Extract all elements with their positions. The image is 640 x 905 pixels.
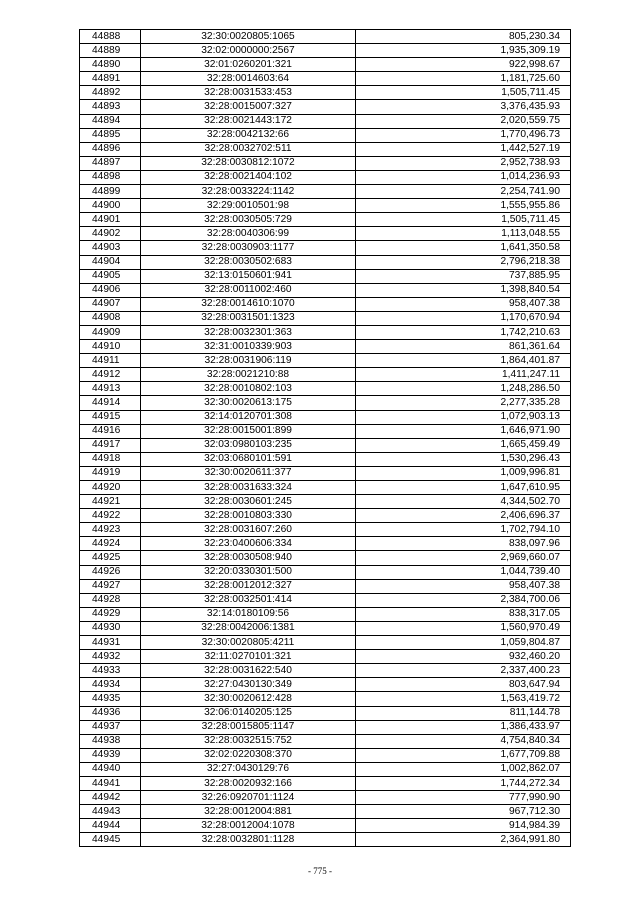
row-number-cell: 44910 [80, 340, 141, 354]
row-number-cell: 44940 [80, 762, 141, 776]
row-number-cell: 44935 [80, 692, 141, 706]
amount-cell: 1,770,496.73 [356, 128, 571, 142]
cadastral-number-cell: 32:28:0015805:1147 [141, 720, 356, 734]
row-number-cell: 44919 [80, 466, 141, 480]
amount-cell: 861,361.64 [356, 340, 571, 354]
table-row [80, 452, 571, 466]
cadastral-number-cell: 32:30:0020612:428 [141, 692, 356, 706]
cadastral-number-cell: 32:01:0260201:321 [141, 58, 356, 72]
table-row [80, 495, 571, 509]
amount-cell: 1,744,272.34 [356, 776, 571, 790]
row-number-cell: 44927 [80, 579, 141, 593]
table-row [80, 199, 571, 213]
table-row [80, 593, 571, 607]
amount-cell: 1,398,840.54 [356, 283, 571, 297]
table-row [80, 791, 571, 805]
table-row [80, 269, 571, 283]
row-number-cell: 44900 [80, 199, 141, 213]
cadastral-number-cell: 32:28:0030505:729 [141, 213, 356, 227]
cadastral-number-cell: 32:27:0430130:349 [141, 678, 356, 692]
table-row [80, 481, 571, 495]
amount-cell: 803,647.94 [356, 678, 571, 692]
row-number-cell: 44944 [80, 819, 141, 833]
cadastral-number-cell: 32:28:0042006:1381 [141, 621, 356, 635]
cadastral-number-cell: 32:14:0180109:56 [141, 607, 356, 621]
cadastral-number-cell: 32:28:0020932:166 [141, 776, 356, 790]
cadastral-number-cell: 32:28:0030502:683 [141, 255, 356, 269]
amount-cell: 1,742,210.63 [356, 325, 571, 339]
table-row [80, 819, 571, 833]
cadastral-number-cell: 32:28:0042132:66 [141, 128, 356, 142]
table-row [80, 565, 571, 579]
amount-cell: 1,560,970.49 [356, 621, 571, 635]
table-row [80, 537, 571, 551]
amount-cell: 1,935,309.19 [356, 44, 571, 58]
amount-cell: 2,406,696.37 [356, 509, 571, 523]
row-number-cell: 44939 [80, 748, 141, 762]
amount-cell: 1,646,971.90 [356, 424, 571, 438]
table-row [80, 396, 571, 410]
table-row [80, 325, 571, 339]
amount-cell: 1,386,433.97 [356, 720, 571, 734]
amount-cell: 914,984.39 [356, 819, 571, 833]
row-number-cell: 44925 [80, 551, 141, 565]
table-row [80, 720, 571, 734]
row-number-cell: 44922 [80, 509, 141, 523]
table-row [80, 354, 571, 368]
cadastral-number-cell: 32:28:0040306:99 [141, 227, 356, 241]
row-number-cell: 44943 [80, 805, 141, 819]
cadastral-number-cell: 32:28:0031533:453 [141, 86, 356, 100]
cadastral-number-cell: 32:28:0030508:940 [141, 551, 356, 565]
amount-cell: 838,097.96 [356, 537, 571, 551]
cadastral-number-cell: 32:28:0012012:327 [141, 579, 356, 593]
cadastral-number-cell: 32:28:0033224:1142 [141, 185, 356, 199]
table-row [80, 128, 571, 142]
amount-cell: 1,563,419.72 [356, 692, 571, 706]
amount-cell: 1,170,670.94 [356, 311, 571, 325]
table-row [80, 283, 571, 297]
table-row [80, 340, 571, 354]
row-number-cell: 44909 [80, 325, 141, 339]
table-row [80, 551, 571, 565]
table-row [80, 156, 571, 170]
row-number-cell: 44907 [80, 297, 141, 311]
amount-cell: 1,665,459.49 [356, 438, 571, 452]
row-number-cell: 44916 [80, 424, 141, 438]
table-row [80, 410, 571, 424]
table-row [80, 607, 571, 621]
row-number-cell: 44895 [80, 128, 141, 142]
row-number-cell: 44929 [80, 607, 141, 621]
amount-cell: 2,384,700.06 [356, 593, 571, 607]
table-row [80, 142, 571, 156]
amount-cell: 1,530,296.43 [356, 452, 571, 466]
row-number-cell: 44904 [80, 255, 141, 269]
cadastral-number-cell: 32:28:0031633:324 [141, 481, 356, 495]
row-number-cell: 44890 [80, 58, 141, 72]
amount-cell: 2,969,660.07 [356, 551, 571, 565]
table-row [80, 509, 571, 523]
row-number-cell: 44936 [80, 706, 141, 720]
table-row [80, 170, 571, 184]
row-number-cell: 44897 [80, 156, 141, 170]
cadastral-number-cell: 32:02:0000000:2567 [141, 44, 356, 58]
table-row [80, 734, 571, 748]
cadastral-number-cell: 32:28:0021404:102 [141, 170, 356, 184]
cadastral-number-cell: 32:23:0400606:334 [141, 537, 356, 551]
table-row [80, 650, 571, 664]
row-number-cell: 44903 [80, 241, 141, 255]
table-row [80, 706, 571, 720]
cadastral-number-cell: 32:28:0015007:327 [141, 100, 356, 114]
cadastral-number-cell: 32:28:0030812:1072 [141, 156, 356, 170]
table-row [80, 776, 571, 790]
amount-cell: 1,072,903.13 [356, 410, 571, 424]
row-number-cell: 44913 [80, 382, 141, 396]
row-number-cell: 44942 [80, 791, 141, 805]
cadastral-number-cell: 32:28:0014603:64 [141, 72, 356, 86]
amount-cell: 1,702,794.10 [356, 523, 571, 537]
amount-cell: 1,044,739.40 [356, 565, 571, 579]
amount-cell: 2,277,335.28 [356, 396, 571, 410]
table-row [80, 297, 571, 311]
records-table [79, 29, 571, 847]
cadastral-number-cell: 32:02:0220308:370 [141, 748, 356, 762]
amount-cell: 1,555,955.86 [356, 199, 571, 213]
row-number-cell: 44917 [80, 438, 141, 452]
cadastral-number-cell: 32:13:0150601:941 [141, 269, 356, 283]
row-number-cell: 44931 [80, 636, 141, 650]
row-number-cell: 44914 [80, 396, 141, 410]
cadastral-number-cell: 32:27:0430129:76 [141, 762, 356, 776]
amount-cell: 932,460.20 [356, 650, 571, 664]
row-number-cell: 44912 [80, 368, 141, 382]
cadastral-number-cell: 32:28:0014610:1070 [141, 297, 356, 311]
row-number-cell: 44941 [80, 776, 141, 790]
cadastral-number-cell: 32:28:0021210:88 [141, 368, 356, 382]
amount-cell: 2,020,559.75 [356, 114, 571, 128]
amount-cell: 922,998.67 [356, 58, 571, 72]
row-number-cell: 44924 [80, 537, 141, 551]
cadastral-number-cell: 32:28:0021443:172 [141, 114, 356, 128]
table-row [80, 523, 571, 537]
table-row [80, 833, 571, 847]
row-number-cell: 44896 [80, 142, 141, 156]
cadastral-number-cell: 32:28:0031607:260 [141, 523, 356, 537]
cadastral-number-cell: 32:28:0015001:899 [141, 424, 356, 438]
row-number-cell: 44938 [80, 734, 141, 748]
table-row [80, 621, 571, 635]
amount-cell: 805,230.34 [356, 30, 571, 44]
row-number-cell: 44893 [80, 100, 141, 114]
amount-cell: 777,990.90 [356, 791, 571, 805]
cadastral-number-cell: 32:28:0032801:1128 [141, 833, 356, 847]
amount-cell: 1,647,610.95 [356, 481, 571, 495]
row-number-cell: 44915 [80, 410, 141, 424]
amount-cell: 1,181,725.60 [356, 72, 571, 86]
amount-cell: 967,712.30 [356, 805, 571, 819]
cadastral-number-cell: 32:28:0011002:460 [141, 283, 356, 297]
row-number-cell: 44930 [80, 621, 141, 635]
amount-cell: 958,407.38 [356, 579, 571, 593]
table-row [80, 241, 571, 255]
row-number-cell: 44923 [80, 523, 141, 537]
amount-cell: 3,376,435.93 [356, 100, 571, 114]
table-row [80, 748, 571, 762]
row-number-cell: 44921 [80, 495, 141, 509]
row-number-cell: 44905 [80, 269, 141, 283]
row-number-cell: 44937 [80, 720, 141, 734]
document-sheet [79, 29, 570, 847]
table-row [80, 72, 571, 86]
cadastral-number-cell: 32:30:0020611:377 [141, 466, 356, 480]
cadastral-number-cell: 32:28:0032301:363 [141, 325, 356, 339]
cadastral-number-cell: 32:03:0980103:235 [141, 438, 356, 452]
amount-cell: 1,864,401.87 [356, 354, 571, 368]
row-number-cell: 44945 [80, 833, 141, 847]
cadastral-number-cell: 32:28:0012004:881 [141, 805, 356, 819]
row-number-cell: 44920 [80, 481, 141, 495]
row-number-cell: 44894 [80, 114, 141, 128]
amount-cell: 2,337,400.23 [356, 664, 571, 678]
amount-cell: 4,754,840.34 [356, 734, 571, 748]
table-row [80, 58, 571, 72]
table-row [80, 762, 571, 776]
cadastral-number-cell: 32:28:0010803:330 [141, 509, 356, 523]
table-row [80, 213, 571, 227]
cadastral-number-cell: 32:31:0010339:903 [141, 340, 356, 354]
amount-cell: 737,885.95 [356, 269, 571, 283]
amount-cell: 2,254,741.90 [356, 185, 571, 199]
amount-cell: 838,317.05 [356, 607, 571, 621]
row-number-cell: 44933 [80, 664, 141, 678]
amount-cell: 1,014,236.93 [356, 170, 571, 184]
row-number-cell: 44889 [80, 44, 141, 58]
row-number-cell: 44899 [80, 185, 141, 199]
row-number-cell: 44898 [80, 170, 141, 184]
cadastral-number-cell: 32:28:0031906:119 [141, 354, 356, 368]
amount-cell: 2,364,991.80 [356, 833, 571, 847]
table-row [80, 311, 571, 325]
table-row [80, 185, 571, 199]
table-row [80, 692, 571, 706]
cadastral-number-cell: 32:30:0020805:4211 [141, 636, 356, 650]
cadastral-number-cell: 32:30:0020613:175 [141, 396, 356, 410]
row-number-cell: 44892 [80, 86, 141, 100]
amount-cell: 1,009,996.81 [356, 466, 571, 480]
table-row [80, 86, 571, 100]
amount-cell: 1,248,286.50 [356, 382, 571, 396]
table-row [80, 424, 571, 438]
cadastral-number-cell: 32:28:0031622:540 [141, 664, 356, 678]
cadastral-number-cell: 32:28:0012004:1078 [141, 819, 356, 833]
cadastral-number-cell: 32:28:0032702:511 [141, 142, 356, 156]
amount-cell: 4,344,502.70 [356, 495, 571, 509]
amount-cell: 1,641,350.58 [356, 241, 571, 255]
cadastral-number-cell: 32:28:0032501:414 [141, 593, 356, 607]
amount-cell: 1,059,804.87 [356, 636, 571, 650]
amount-cell: 958,407.38 [356, 297, 571, 311]
cadastral-number-cell: 32:03:0680101:591 [141, 452, 356, 466]
cadastral-number-cell: 32:14:0120701:308 [141, 410, 356, 424]
amount-cell: 2,796,218.38 [356, 255, 571, 269]
cadastral-number-cell: 32:28:0030601:245 [141, 495, 356, 509]
amount-cell: 2,952,738.93 [356, 156, 571, 170]
cadastral-number-cell: 32:30:0020805:1065 [141, 30, 356, 44]
table-row [80, 368, 571, 382]
row-number-cell: 44902 [80, 227, 141, 241]
cadastral-number-cell: 32:11:0270101:321 [141, 650, 356, 664]
table-row [80, 255, 571, 269]
row-number-cell: 44906 [80, 283, 141, 297]
row-number-cell: 44908 [80, 311, 141, 325]
page-number: - 775 - [308, 866, 332, 876]
row-number-cell: 44932 [80, 650, 141, 664]
amount-cell: 1,002,862.07 [356, 762, 571, 776]
row-number-cell: 44928 [80, 593, 141, 607]
amount-cell: 1,505,711.45 [356, 86, 571, 100]
row-number-cell: 44918 [80, 452, 141, 466]
table-row [80, 805, 571, 819]
row-number-cell: 44888 [80, 30, 141, 44]
amount-cell: 811,144.78 [356, 706, 571, 720]
cadastral-number-cell: 32:06:0140205:125 [141, 706, 356, 720]
table-row [80, 579, 571, 593]
row-number-cell: 44926 [80, 565, 141, 579]
table-row [80, 44, 571, 58]
table-row [80, 664, 571, 678]
records-table-body [80, 30, 571, 847]
cadastral-number-cell: 32:28:0031501:1323 [141, 311, 356, 325]
table-row [80, 100, 571, 114]
amount-cell: 1,113,048.55 [356, 227, 571, 241]
table-row [80, 466, 571, 480]
amount-cell: 1,442,527.19 [356, 142, 571, 156]
table-row [80, 382, 571, 396]
row-number-cell: 44911 [80, 354, 141, 368]
amount-cell: 1,677,709.88 [356, 748, 571, 762]
row-number-cell: 44934 [80, 678, 141, 692]
cadastral-number-cell: 32:26:0920701:1124 [141, 791, 356, 805]
row-number-cell: 44901 [80, 213, 141, 227]
table-row [80, 114, 571, 128]
table-row [80, 636, 571, 650]
cadastral-number-cell: 32:28:0010802:103 [141, 382, 356, 396]
cadastral-number-cell: 32:28:0030903:1177 [141, 241, 356, 255]
amount-cell: 1,505,711.45 [356, 213, 571, 227]
table-row [80, 227, 571, 241]
cadastral-number-cell: 32:28:0032515:752 [141, 734, 356, 748]
table-row [80, 678, 571, 692]
cadastral-number-cell: 32:20:0330301:500 [141, 565, 356, 579]
table-row [80, 30, 571, 44]
amount-cell: 1,411,247.11 [356, 368, 571, 382]
cadastral-number-cell: 32:29:0010501:98 [141, 199, 356, 213]
row-number-cell: 44891 [80, 72, 141, 86]
table-row [80, 438, 571, 452]
